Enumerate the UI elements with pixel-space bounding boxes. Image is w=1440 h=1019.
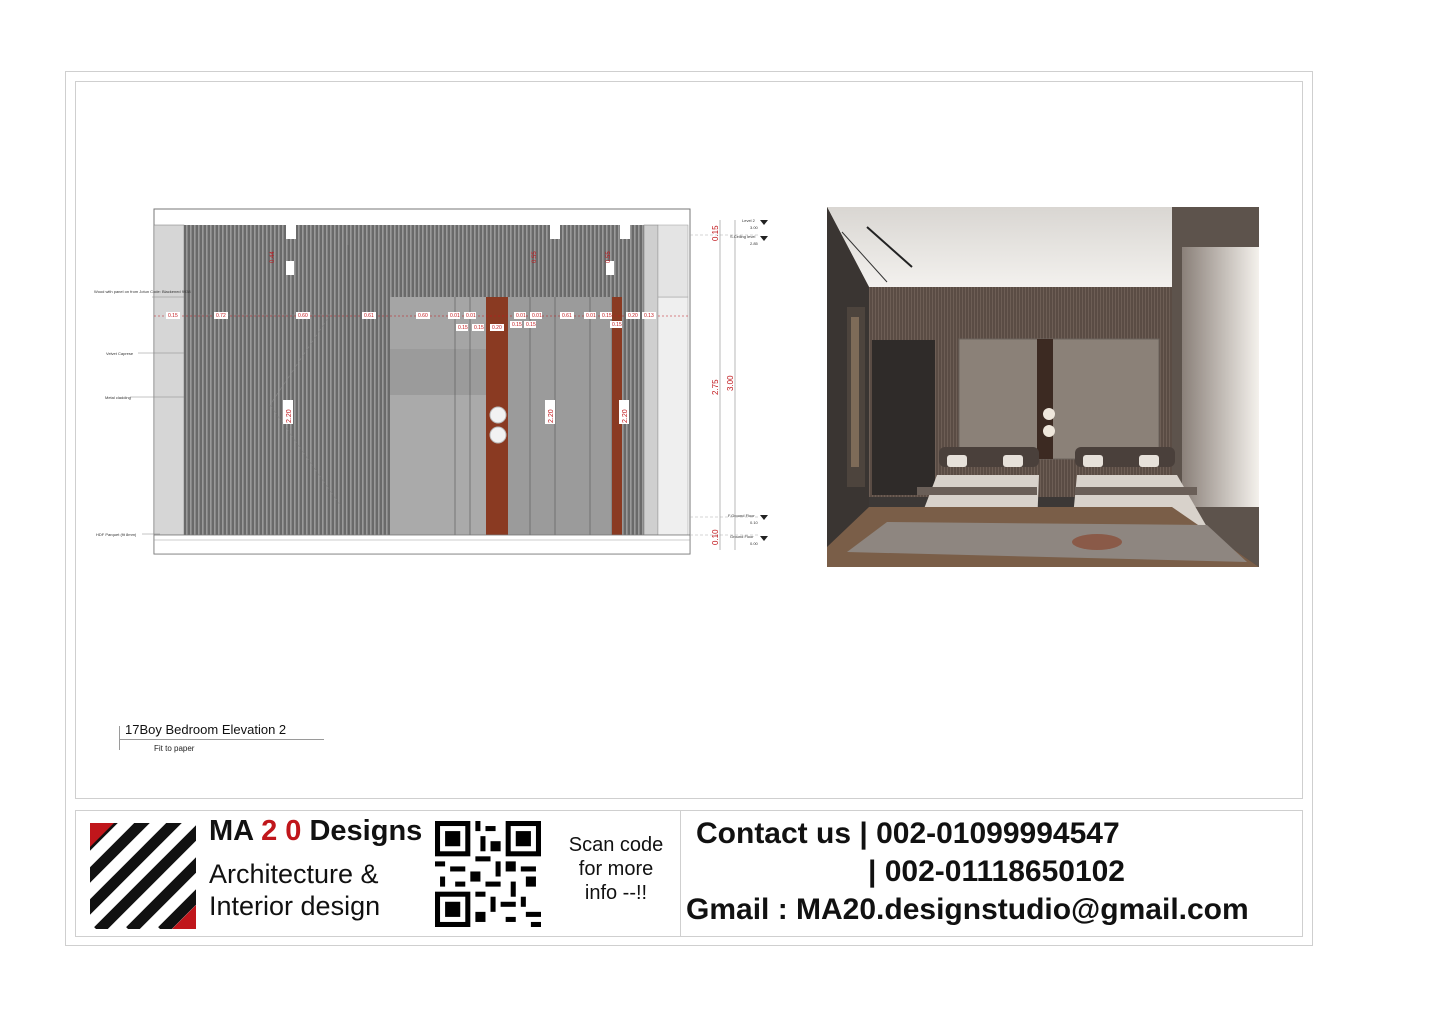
vertical-dim: 0.15 [711, 225, 720, 241]
level-label: 2.85 [750, 241, 758, 246]
brand-subtitle-line1: Architecture & [209, 859, 379, 889]
top-dim: 0.55 [606, 251, 612, 263]
level-label: 0.10 [750, 520, 758, 525]
material-label: Wood with panel on from Jotun Code: Blackened 9938 [94, 289, 191, 294]
svg-text:0.01: 0.01 [532, 313, 542, 319]
svg-text:0.20: 0.20 [492, 325, 502, 331]
title-block-divider [680, 811, 681, 936]
svg-text:0.60: 0.60 [298, 313, 308, 319]
svg-text:0.01: 0.01 [586, 313, 596, 319]
view-title: 17Boy Bedroom Elevation 2 [125, 722, 287, 737]
level-label: 0.00 [750, 541, 758, 546]
material-label: Velvet Caprese [106, 351, 134, 356]
view-title-underline [119, 739, 324, 740]
brand-logo [90, 823, 196, 929]
top-dim: 0.55 [532, 251, 538, 263]
panel-height-dim: 2.20 [548, 409, 555, 423]
contact-email: Gmail : MA20.designstudio@gmail.com [686, 893, 1249, 926]
contact-phone-2: | 002-01118650102 [868, 855, 1125, 888]
view-scale: Fit to paper [154, 744, 195, 753]
material-label: Metal cladding [105, 395, 131, 400]
vertical-dim: 3.00 [726, 375, 735, 391]
brand-name: MA 2 0 Designs [209, 815, 423, 847]
panel-height-dim: 2.20 [622, 409, 629, 423]
svg-text:0.61: 0.61 [364, 313, 374, 319]
svg-text:0.15: 0.15 [458, 325, 468, 331]
level-label: 3.00 [750, 225, 758, 230]
material-label: HDF Parquet (fit 8mm) [96, 532, 137, 537]
contact-phone-1: Contact us | 002-01099994547 [696, 817, 1120, 850]
svg-text:0.20: 0.20 [628, 313, 638, 319]
svg-text:0.72: 0.72 [216, 313, 226, 319]
view-title-tick [119, 726, 120, 750]
scan-code-text: Scan code for more info --!! [568, 834, 664, 904]
level-label: Level 2 [742, 218, 755, 223]
level-label: F.Ground Floor [728, 513, 755, 518]
svg-text:0.15: 0.15 [168, 313, 178, 319]
svg-text:0.01: 0.01 [466, 313, 476, 319]
elevation-drawing [90, 205, 780, 560]
svg-text:0.15: 0.15 [474, 325, 484, 331]
top-dim: 0.44 [270, 251, 276, 263]
svg-text:0.15: 0.15 [602, 313, 612, 319]
title-block [75, 810, 1303, 937]
qr-code[interactable] [435, 821, 541, 927]
panel-height-dim: 2.20 [286, 409, 293, 423]
vertical-dim: 2.75 [711, 379, 720, 395]
svg-text:0.01: 0.01 [450, 313, 460, 319]
level-label: S.Ceiling level [730, 234, 756, 239]
vertical-dim: 0.10 [711, 529, 720, 545]
svg-text:0.15: 0.15 [512, 322, 522, 328]
svg-text:0.13: 0.13 [644, 313, 654, 319]
brand-subtitle-line2: Interior design [209, 891, 381, 921]
svg-text:0.15: 0.15 [612, 322, 622, 328]
svg-text:0.60: 0.60 [418, 313, 428, 319]
bedroom-render-image [827, 207, 1259, 567]
svg-text:0.15: 0.15 [526, 322, 536, 328]
level-label: Ground Floor [730, 534, 754, 539]
svg-text:0.01: 0.01 [516, 313, 526, 319]
svg-text:0.61: 0.61 [562, 313, 572, 319]
